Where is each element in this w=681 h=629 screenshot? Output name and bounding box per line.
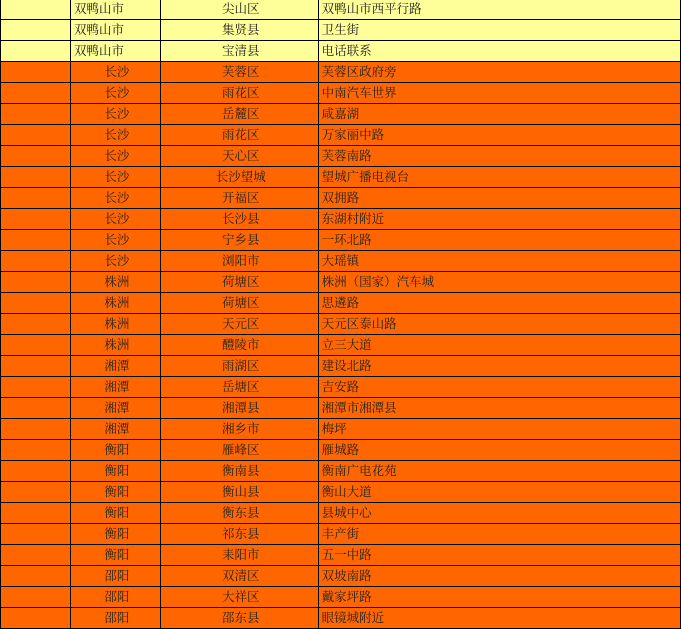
table-row [1,503,681,524]
group-cell[interactable] [1,419,71,440]
location-cell[interactable]: 卫生街 [318,20,680,41]
group-cell[interactable] [1,566,71,587]
district-cell[interactable]: 大祥区 [160,587,318,608]
group-cell[interactable] [1,314,71,335]
group-cell[interactable] [1,356,71,377]
table-row [1,0,681,20]
table-row [1,356,681,377]
group-cell[interactable] [1,398,71,419]
location-cell[interactable]: 万家丽中路 [318,125,680,146]
city-cell[interactable]: 衡阳 [70,482,160,503]
city-cell[interactable]: 株洲 [70,293,160,314]
location-cell[interactable]: 立三大道 [318,335,680,356]
district-cell[interactable]: 岳塘区 [160,377,318,398]
location-cell[interactable]: 东湖村附近 [318,209,680,230]
group-cell[interactable] [1,545,71,566]
group-cell[interactable] [1,146,71,167]
table-row [1,398,681,419]
city-cell[interactable]: 株洲 [70,314,160,335]
city-cell[interactable]: 双鸭山市 [70,20,160,41]
district-cell[interactable]: 荷塘区 [160,293,318,314]
table-row [1,335,681,356]
district-cell[interactable]: 祁东县 [160,524,318,545]
city-cell[interactable]: 衡阳 [70,524,160,545]
district-cell[interactable]: 耒阳市 [160,545,318,566]
table-row [1,293,681,314]
district-cell[interactable]: 湘乡市 [160,419,318,440]
table-row [1,209,681,230]
city-cell[interactable]: 长沙 [70,167,160,188]
city-cell[interactable]: 衡阳 [70,461,160,482]
location-cell[interactable]: 电话联系 [318,41,680,62]
group-cell[interactable] [1,587,71,608]
group-cell[interactable] [1,125,71,146]
table-row [1,188,681,209]
district-cell[interactable]: 醴陵市 [160,335,318,356]
table-row [1,83,681,104]
city-cell[interactable]: 双鸭山市 [70,0,160,20]
group-cell[interactable] [1,209,71,230]
table-row [1,272,681,293]
location-cell[interactable]: 衡山大道 [318,482,680,503]
city-cell[interactable]: 长沙 [70,251,160,272]
location-cell[interactable]: 梅坪 [318,419,680,440]
location-cell[interactable]: 思遴路 [318,293,680,314]
location-cell[interactable]: 吉安路 [318,377,680,398]
table-row [1,251,681,272]
location-cell[interactable]: 株洲（国家）汽车城 [318,272,680,293]
district-cell[interactable]: 集贤县 [160,20,318,41]
group-cell[interactable] [1,440,71,461]
table-row [1,20,681,41]
table-row [1,461,681,482]
city-cell[interactable]: 邵阳 [70,566,160,587]
city-cell[interactable]: 长沙 [70,125,160,146]
group-cell[interactable] [1,0,71,20]
city-cell[interactable]: 株洲 [70,335,160,356]
group-cell[interactable] [1,524,71,545]
location-cell[interactable]: 建设北路 [318,356,680,377]
city-cell[interactable]: 衡阳 [70,440,160,461]
district-cell[interactable]: 衡东县 [160,503,318,524]
district-cell[interactable]: 雨花区 [160,83,318,104]
group-cell[interactable] [1,335,71,356]
location-cell[interactable]: 咸嘉湖 [318,104,680,125]
location-cell[interactable]: 天元区泰山路 [318,314,680,335]
district-cell[interactable]: 长沙望城 [160,167,318,188]
district-cell[interactable]: 长沙县 [160,209,318,230]
table-row [1,587,681,608]
group-cell[interactable] [1,104,71,125]
group-cell[interactable] [1,20,71,41]
group-cell[interactable] [1,62,71,83]
district-cell[interactable]: 雨花区 [160,125,318,146]
group-cell[interactable] [1,251,71,272]
table-row [1,377,681,398]
city-cell[interactable]: 长沙 [70,83,160,104]
group-cell[interactable] [1,482,71,503]
location-cell[interactable]: 县城中心 [318,503,680,524]
district-cell[interactable]: 邵东县 [160,608,318,629]
location-cell[interactable]: 芙蓉南路 [318,146,680,167]
table-row [1,167,681,188]
location-cell[interactable]: 丰产街 [318,524,680,545]
city-cell[interactable]: 湘潭 [70,356,160,377]
district-cell[interactable]: 浏阳市 [160,251,318,272]
city-cell[interactable]: 长沙 [70,62,160,83]
group-cell[interactable] [1,503,71,524]
group-cell[interactable] [1,461,71,482]
group-cell[interactable] [1,230,71,251]
city-cell[interactable]: 邵阳 [70,587,160,608]
group-cell[interactable] [1,41,71,62]
table-row [1,62,681,83]
city-cell[interactable]: 长沙 [70,146,160,167]
district-cell[interactable]: 雨湖区 [160,356,318,377]
group-cell[interactable] [1,608,71,629]
location-cell[interactable]: 望城广播电视台 [318,167,680,188]
table-row [1,608,681,629]
city-cell[interactable]: 湘潭 [70,419,160,440]
district-cell[interactable]: 芙蓉区 [160,62,318,83]
location-cell[interactable]: 五一中路 [318,545,680,566]
district-cell[interactable]: 天元区 [160,314,318,335]
group-cell[interactable] [1,83,71,104]
location-cell[interactable]: 湘潭市湘潭县 [318,398,680,419]
table-row [1,545,681,566]
group-cell[interactable] [1,293,71,314]
district-cell[interactable]: 岳麓区 [160,104,318,125]
location-cell[interactable]: 双鸭山市西平行路 [318,0,680,20]
table-row [1,524,681,545]
table-row [1,314,681,335]
table-row [1,230,681,251]
group-cell[interactable] [1,272,71,293]
location-cell[interactable]: 大瑶镇 [318,251,680,272]
location-cell[interactable]: 双拥路 [318,188,680,209]
table-row [1,146,681,167]
district-cell[interactable]: 天心区 [160,146,318,167]
city-cell[interactable]: 衡阳 [70,545,160,566]
location-cell[interactable]: 眼镜城附近 [318,608,680,629]
group-cell[interactable] [1,167,71,188]
district-cell[interactable]: 衡南县 [160,461,318,482]
table-row [1,125,681,146]
table-body [1,0,681,629]
district-cell[interactable]: 尖山区 [160,0,318,20]
city-cell[interactable]: 湘潭 [70,398,160,419]
city-cell[interactable]: 双鸭山市 [70,41,160,62]
table-row [1,566,681,587]
location-cell[interactable]: 芙蓉区政府旁 [318,62,680,83]
district-cell[interactable]: 宝清县 [160,41,318,62]
table-row [1,482,681,503]
group-cell[interactable] [1,188,71,209]
table-row [1,419,681,440]
group-cell[interactable] [1,377,71,398]
location-cell[interactable]: 戴家坪路 [318,587,680,608]
district-cell[interactable]: 开福区 [160,188,318,209]
city-cell[interactable]: 长沙 [70,104,160,125]
district-cell[interactable]: 宁乡县 [160,230,318,251]
table-row [1,104,681,125]
location-cell[interactable]: 一环北路 [318,230,680,251]
location-cell[interactable]: 中南汽车世界 [318,83,680,104]
city-cell[interactable]: 长沙 [70,209,160,230]
city-cell[interactable]: 邵阳 [70,608,160,629]
district-cell[interactable]: 湘潭县 [160,398,318,419]
location-cell[interactable]: 衡南广电花苑 [318,461,680,482]
location-cell[interactable]: 双坡南路 [318,566,680,587]
district-cell[interactable]: 荷塘区 [160,272,318,293]
location-cell[interactable]: 雁城路 [318,440,680,461]
city-cell[interactable]: 株洲 [70,272,160,293]
city-cell[interactable]: 长沙 [70,188,160,209]
district-cell[interactable]: 雁峰区 [160,440,318,461]
city-cell[interactable]: 湘潭 [70,377,160,398]
table-row [1,41,681,62]
district-cell[interactable]: 双清区 [160,566,318,587]
district-cell[interactable]: 衡山县 [160,482,318,503]
city-cell[interactable]: 衡阳 [70,503,160,524]
table-row [1,440,681,461]
city-cell[interactable]: 长沙 [70,230,160,251]
